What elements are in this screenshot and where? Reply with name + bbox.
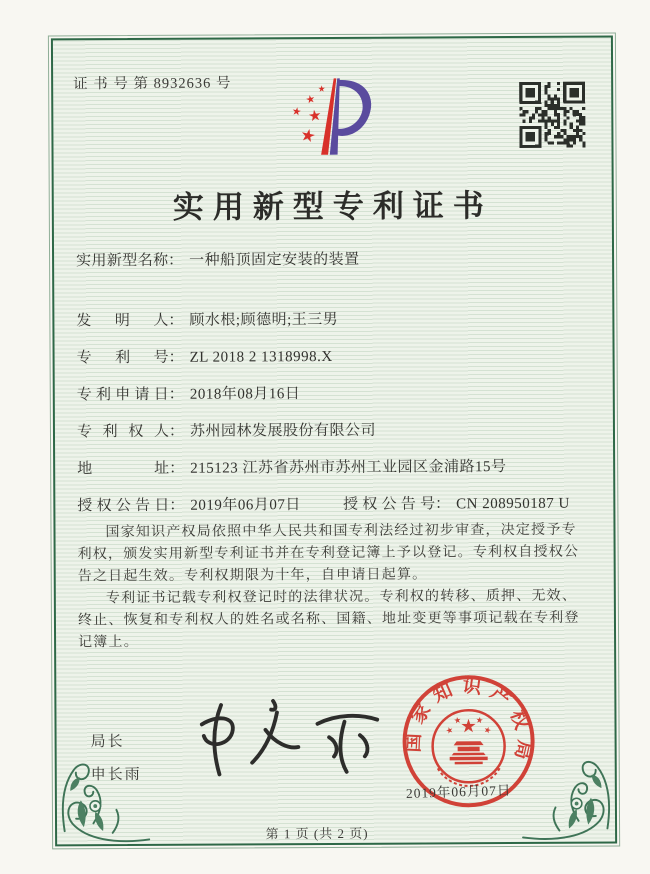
legal-paragraph-1: 国家知识产权局依照中华人民共和国专利法经过初步审查，决定授予专利权，颁发实用新型专利证书并在专利登记簿上予以登记。专利权自授权公告之日起生效。专利权期限为十年，自申请日起算。 <box>77 522 580 585</box>
page-indicator: 第 1 页 (共 2 页) <box>265 825 369 842</box>
field-label: 实用新型名称 <box>76 252 169 270</box>
field-label: 专利号 <box>76 349 169 367</box>
field-value: 2018年08月16日 <box>189 386 301 403</box>
field-value: 苏州园林发展股份有限公司 <box>189 422 377 440</box>
director-title: 局长 <box>90 734 125 751</box>
field-filing-date: 专利申请日： 2018年08月16日 <box>77 382 593 407</box>
certificate-body <box>51 35 617 846</box>
field-value: CN 208950187 U <box>456 495 570 513</box>
field-value: ZL 2018 2 1318998.X <box>189 348 333 366</box>
director-signature-icon <box>184 691 397 792</box>
field-patentee: 专利权人： 苏州园林发展股份有限公司 <box>77 419 593 444</box>
field-patent-number: 专利号： ZL 2018 2 1318998.X <box>77 345 593 370</box>
field-label: 地址 <box>77 460 170 478</box>
field-grant-row <box>77 493 593 518</box>
certificate-number: 证 书 号 第 8932636 号 <box>73 75 232 93</box>
field-value: 顾水根;顾德明;王三男 <box>189 311 339 329</box>
director-name: 申长雨 <box>90 766 142 784</box>
field-label: 授权公告日 <box>77 497 170 515</box>
field-grant-number: 授权公告号： CN 208950187 U <box>343 496 570 513</box>
seal-text: 国家知识产权局 <box>403 675 535 770</box>
field-utility-model-name: 实用新型名称： 一种船顶固定安装的装置 <box>76 248 592 273</box>
field-value: 一种船顶固定安装的装置 <box>189 251 360 269</box>
certificate-frame <box>48 32 620 849</box>
director-block <box>91 726 142 792</box>
certificate-title: 实用新型专利证书 <box>172 188 493 225</box>
seal-date: 2019年06月07日 <box>405 782 512 801</box>
field-value: 2019年06月07日 <box>190 497 301 514</box>
field-address: 地址： 215123 江苏省苏州市苏州工业园区金浦路15号 <box>77 456 593 481</box>
field-label: 专利申请日 <box>76 386 169 404</box>
field-rows <box>76 248 593 533</box>
legal-paragraph-2: 专利证书记载专利权登记时的法律状况。专利权的转移、质押、无效、终止、恢复和专利权人的姓名或名称、国籍、地址变更等事项记载在专利登记簿上。 <box>77 588 580 651</box>
field-value: 215123 江苏省苏州市苏州工业园区金浦路15号 <box>190 459 507 477</box>
patent-office-logo-icon <box>279 75 383 160</box>
field-label: 发明人 <box>76 312 169 330</box>
field-grant-date: 授权公告日： 2019年06月07日 <box>77 494 339 517</box>
field-label: 授权公告号 <box>343 496 436 513</box>
legal-text <box>77 520 590 655</box>
qr-code-icon <box>519 82 585 148</box>
field-label: 专利权人 <box>76 423 170 441</box>
field-inventors: 发明人： 顾水根;顾德明;王三男 <box>76 308 592 333</box>
national-emblem-icon <box>432 710 504 786</box>
